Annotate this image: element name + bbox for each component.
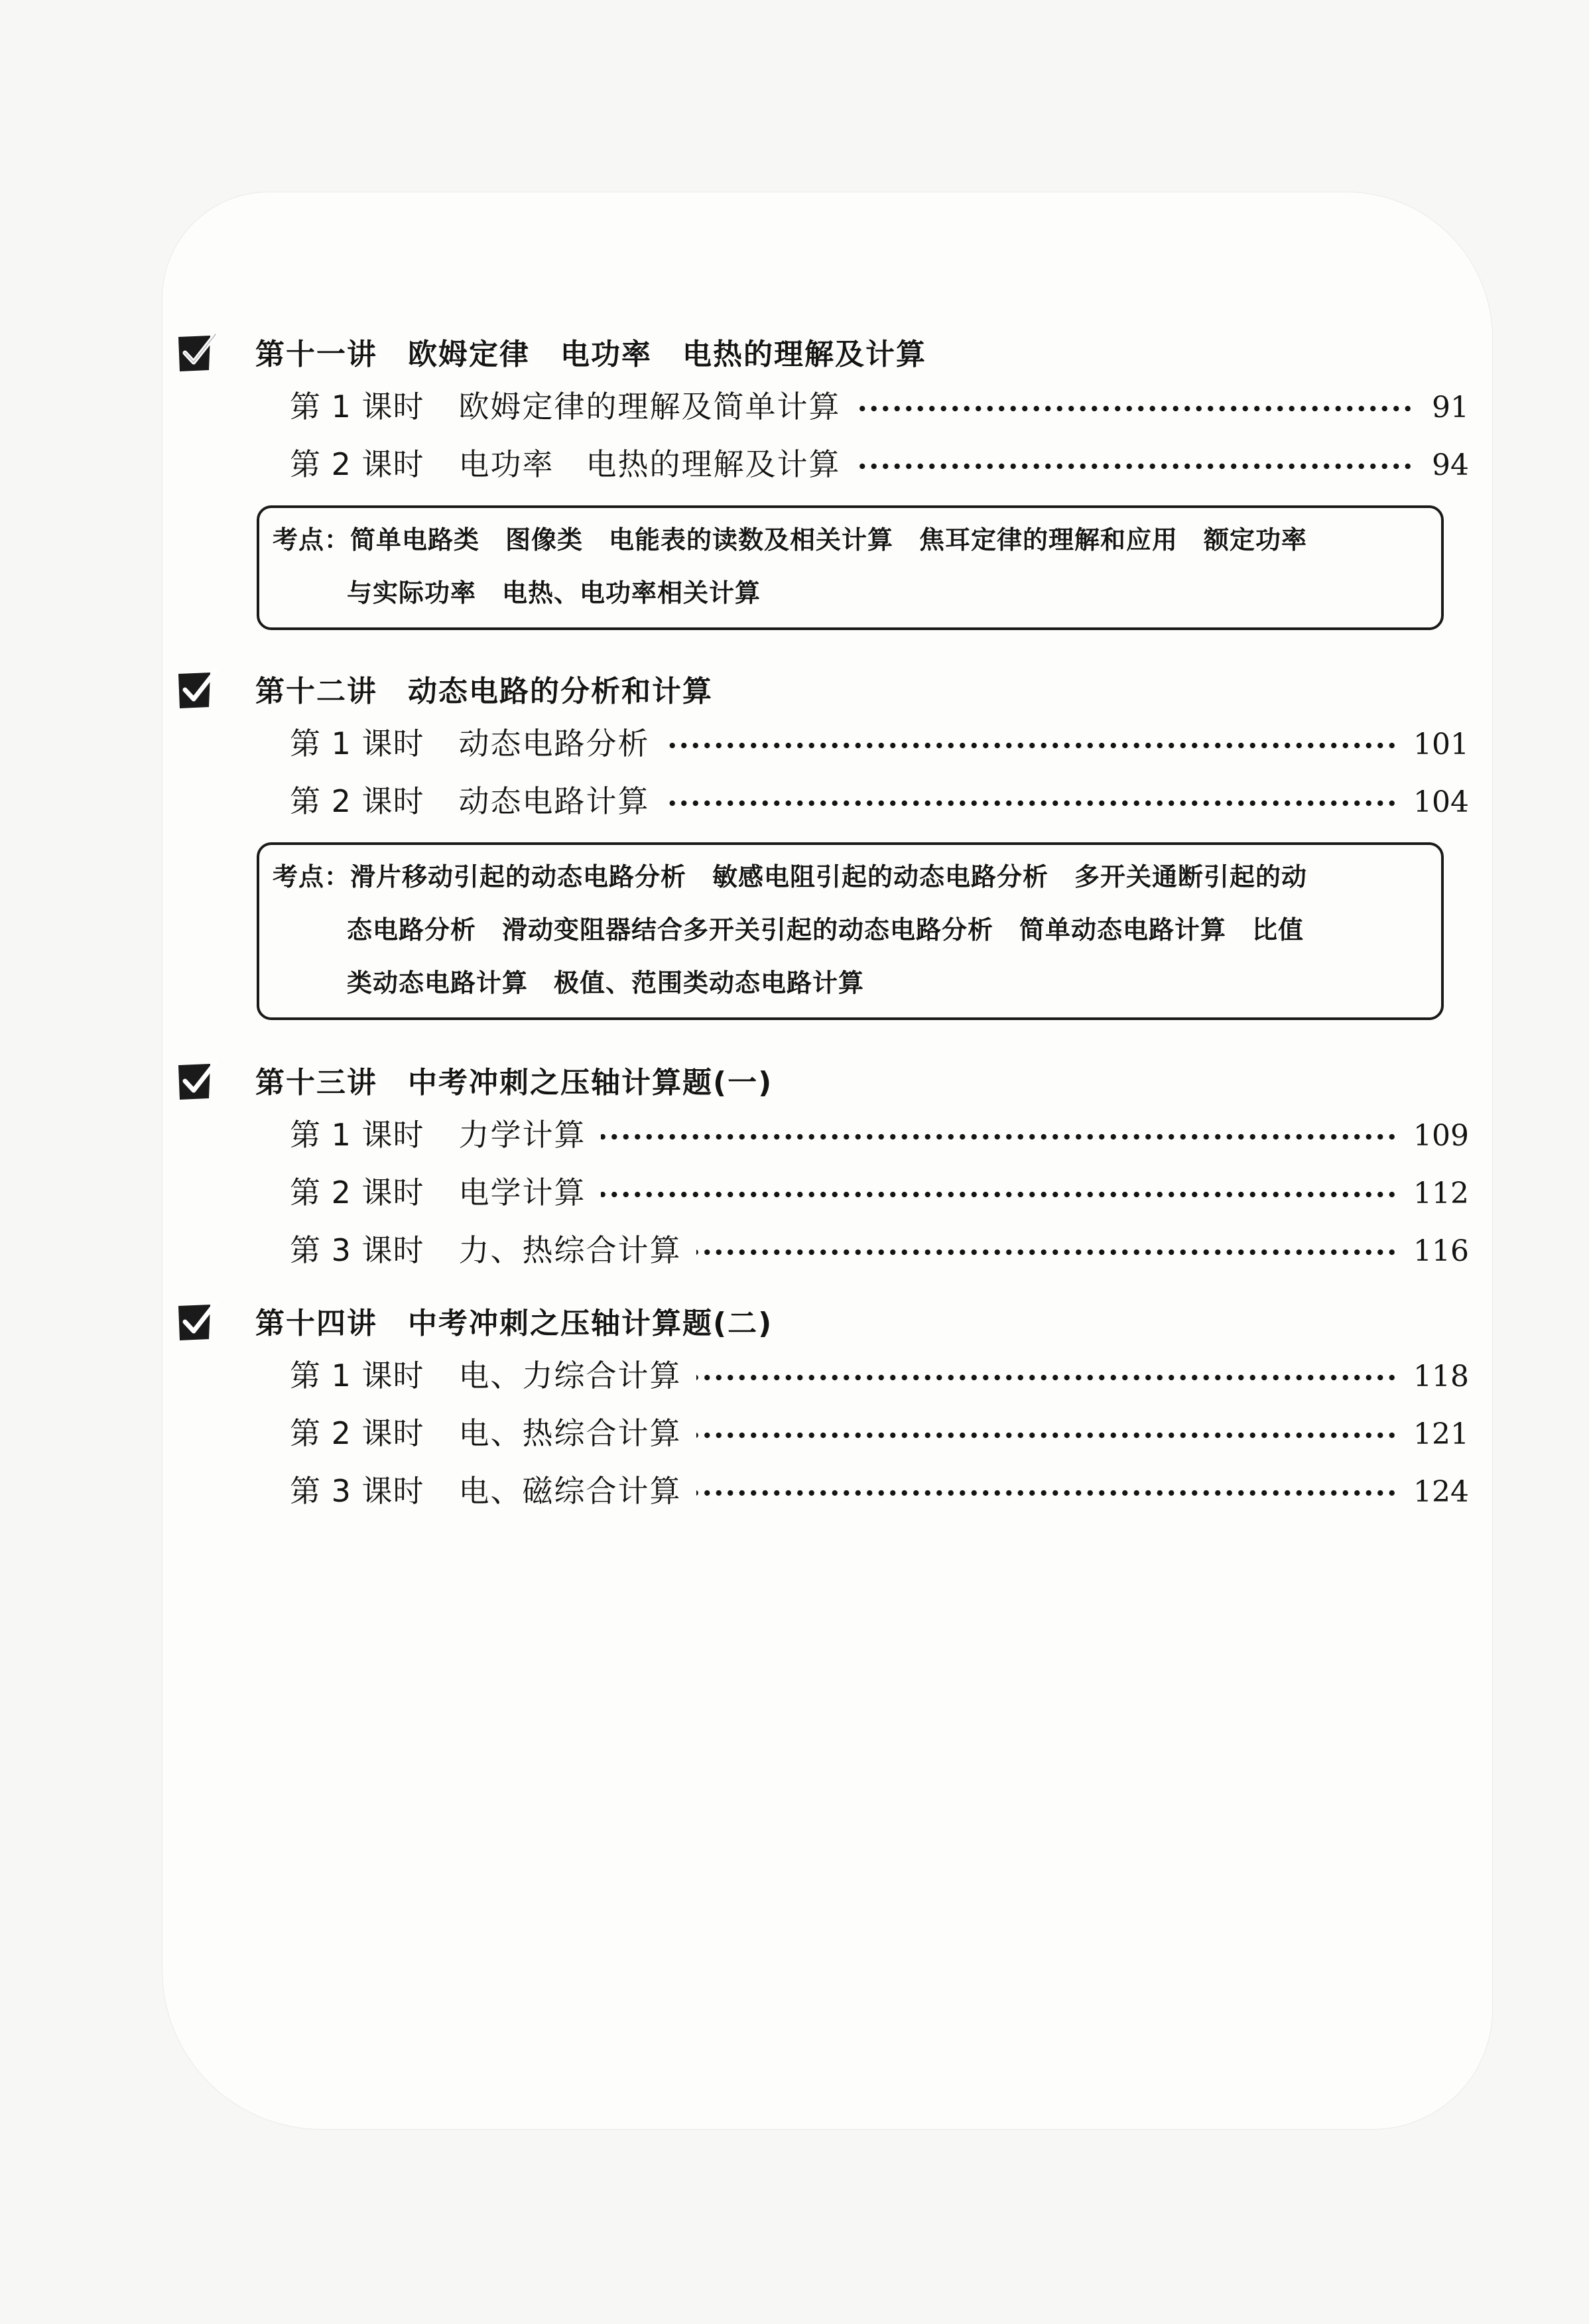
lesson-entry[interactable] xyxy=(176,1106,1469,1164)
chapter-heading[interactable] xyxy=(176,325,1469,378)
chapter-13 xyxy=(176,1053,1469,1279)
dot-leader xyxy=(601,1133,1398,1140)
page-number: 91 xyxy=(1432,391,1469,424)
lesson-label: 第 2 课时 xyxy=(290,446,424,482)
chapter-title: 第十四讲 中考冲刺之压轴计算题(二) xyxy=(255,1307,773,1340)
page-number: 109 xyxy=(1413,1119,1469,1153)
page-number: 121 xyxy=(1413,1417,1469,1451)
page-number: 104 xyxy=(1413,785,1469,819)
page-number: 116 xyxy=(1413,1234,1469,1268)
table-of-contents xyxy=(176,325,1469,1520)
lesson-label: 第 3 课时 xyxy=(290,1232,424,1268)
lesson-title: 动态电路分析 xyxy=(458,726,650,761)
lesson-label: 第 3 课时 xyxy=(290,1473,424,1509)
dot-leader xyxy=(696,1432,1398,1439)
lesson-label: 第 1 课时 xyxy=(290,389,424,424)
keypoints-line: 与实际功率 电热、电功率相关计算 xyxy=(347,578,761,608)
dot-leader xyxy=(601,1191,1398,1198)
lesson-label: 第 1 课时 xyxy=(290,726,424,761)
chapter-heading[interactable] xyxy=(176,662,1469,715)
lesson-title: 力学计算 xyxy=(458,1117,586,1153)
lesson-entry[interactable] xyxy=(176,1222,1469,1279)
dot-leader xyxy=(696,1249,1398,1256)
chapter-title: 第十三讲 中考冲刺之压轴计算题(一) xyxy=(255,1066,773,1100)
lesson-entry[interactable] xyxy=(176,773,1469,830)
keypoints-line: 考点：滑片移动引起的动态电路分析 敏感电阻引起的动态电路分析 多开关通断引起的动 xyxy=(273,862,1308,891)
dot-leader xyxy=(696,1490,1398,1496)
lesson-label: 第 2 课时 xyxy=(290,783,424,819)
dot-leader xyxy=(696,1374,1398,1381)
lesson-title: 电、热综合计算 xyxy=(458,1415,682,1451)
lesson-title: 欧姆定律的理解及简单计算 xyxy=(458,389,841,424)
lesson-entry[interactable] xyxy=(176,1405,1469,1462)
page-number: 112 xyxy=(1413,1177,1469,1210)
lesson-entry[interactable] xyxy=(176,436,1469,493)
lesson-entry[interactable] xyxy=(176,715,1469,773)
lesson-title: 电、力综合计算 xyxy=(458,1358,682,1393)
checkbox-checked-icon xyxy=(176,330,220,373)
keypoints-line: 态电路分析 滑动变阻器结合多开关引起的动态电路分析 简单动态电路计算 比值 xyxy=(347,915,1304,944)
lesson-entry[interactable] xyxy=(176,1462,1469,1520)
chapter-heading[interactable] xyxy=(176,1053,1469,1106)
dot-leader xyxy=(665,800,1398,807)
chapter-14 xyxy=(176,1294,1469,1520)
lesson-title: 电、磁综合计算 xyxy=(458,1473,682,1509)
chapter-11 xyxy=(176,325,1469,630)
lesson-label: 第 2 课时 xyxy=(290,1175,424,1210)
lesson-label: 第 2 课时 xyxy=(290,1415,424,1451)
page-number: 94 xyxy=(1432,448,1469,482)
checkbox-checked-icon xyxy=(176,667,220,710)
lesson-label: 第 1 课时 xyxy=(290,1358,424,1393)
lesson-entry[interactable] xyxy=(176,378,1469,436)
lesson-label: 第 1 课时 xyxy=(290,1117,424,1153)
dot-leader xyxy=(856,463,1413,470)
lesson-entry[interactable] xyxy=(176,1164,1469,1222)
page-number: 124 xyxy=(1413,1475,1469,1509)
lesson-entry[interactable] xyxy=(176,1347,1469,1405)
chapter-title: 第十二讲 动态电路的分析和计算 xyxy=(255,675,713,708)
dot-leader xyxy=(665,742,1398,749)
keypoints-box xyxy=(257,505,1444,630)
lesson-title: 电学计算 xyxy=(458,1175,586,1210)
lesson-title: 力、热综合计算 xyxy=(458,1232,682,1268)
dot-leader xyxy=(856,405,1413,412)
page-number: 118 xyxy=(1413,1360,1469,1393)
lesson-title: 动态电路计算 xyxy=(458,783,650,819)
page-number: 101 xyxy=(1413,728,1469,761)
checkbox-checked-icon xyxy=(176,1059,220,1101)
chapter-heading[interactable] xyxy=(176,1294,1469,1347)
checkbox-checked-icon xyxy=(176,1299,220,1342)
keypoints-line: 考点：简单电路类 图像类 电能表的读数及相关计算 焦耳定律的理解和应用 额定功率 xyxy=(273,525,1308,554)
lesson-title: 电功率 电热的理解及计算 xyxy=(458,446,841,482)
keypoints-box xyxy=(257,842,1444,1020)
chapter-12 xyxy=(176,662,1469,1020)
keypoints-line: 类动态电路计算 极值、范围类动态电路计算 xyxy=(347,968,865,998)
chapter-title: 第十一讲 欧姆定律 电功率 电热的理解及计算 xyxy=(255,338,926,371)
